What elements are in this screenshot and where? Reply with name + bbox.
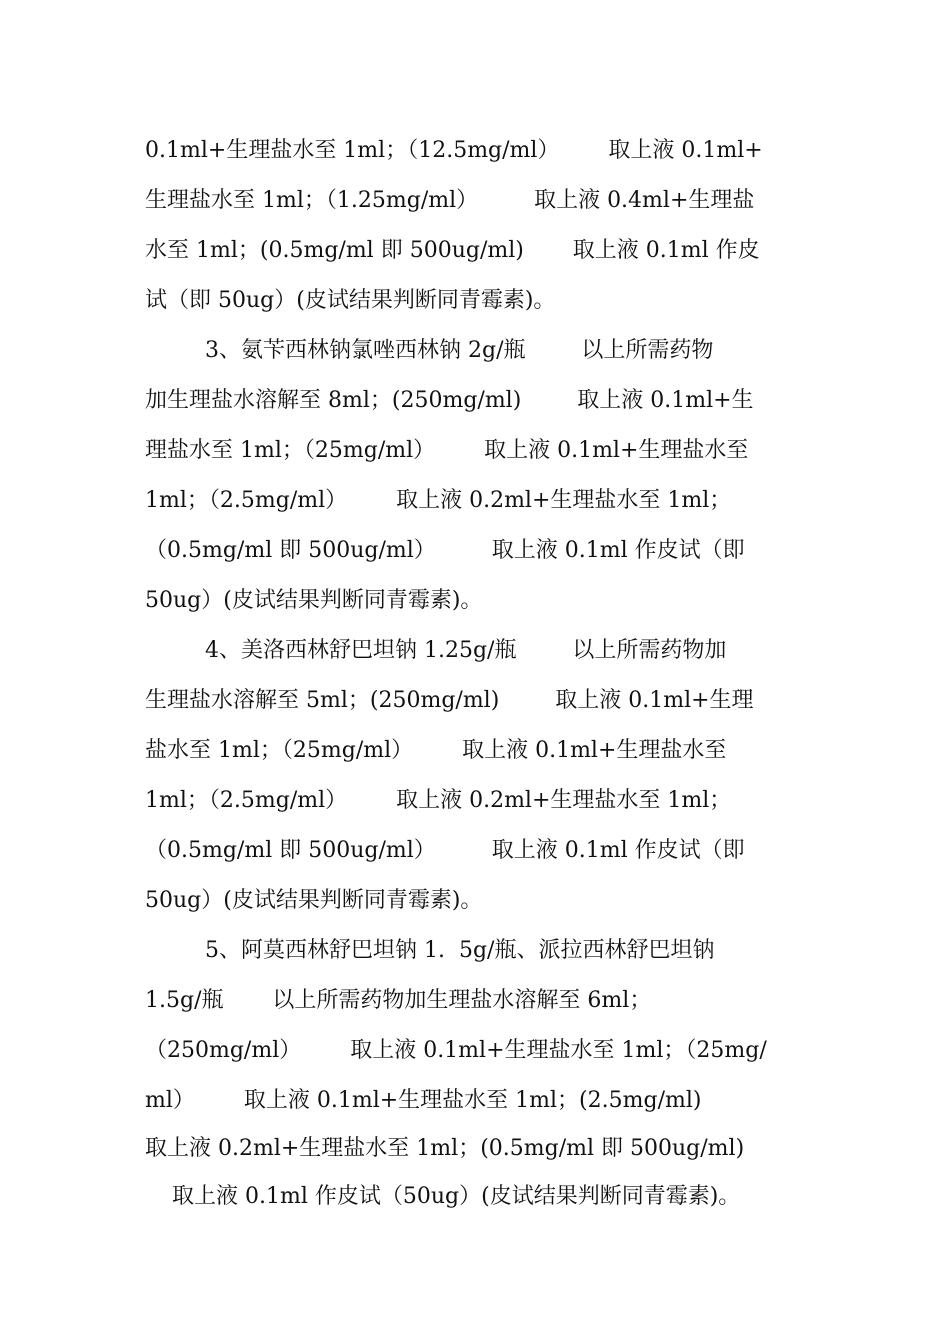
- text-line: ml） 取上液 0.1ml+生理盐水至 1ml；(2.5mg/ml): [145, 1088, 702, 1113]
- paragraph-heading-5: 5、阿莫西林舒巴坦钠 1. 5g/瓶、派拉西林舒巴坦钠: [205, 938, 715, 963]
- text-line: 1.5g/瓶 以上所需药物加生理盐水溶解至 6ml；: [145, 988, 652, 1013]
- text-line: （250mg/ml） 取上液 0.1ml+生理盐水至 1ml；（25mg/: [145, 1038, 767, 1063]
- text-line: 生理盐水溶解至 5ml；(250mg/ml) 取上液 0.1ml+生理: [145, 688, 754, 713]
- text-line: 50ug）(皮试结果判断同青霉素)。: [145, 888, 483, 913]
- text-line: 1ml；（2.5mg/ml） 取上液 0.2ml+生理盐水至 1ml；: [145, 488, 732, 513]
- text-line: 取上液 0.2ml+生理盐水至 1ml；(0.5mg/ml 即 500ug/ml): [145, 1136, 745, 1161]
- paragraph-heading-4: 4、美洛西林舒巴坦钠 1.25g/瓶 以上所需药物加: [205, 638, 727, 663]
- text-line: 加生理盐水溶解至 8ml；(250mg/ml) 取上液 0.1ml+生: [145, 388, 754, 413]
- text-line: 试（即 50ug）(皮试结果判断同青霉素)。: [145, 288, 556, 313]
- text-line: 取上液 0.1ml 作皮试（50ug）(皮试结果判断同青霉素)。: [172, 1184, 741, 1209]
- text-line: （0.5mg/ml 即 500ug/ml） 取上液 0.1ml 作皮试（即: [145, 838, 745, 863]
- text-line: 水至 1ml；(0.5mg/ml 即 500ug/ml) 取上液 0.1ml 作皮: [145, 238, 760, 263]
- text-line: 理盐水至 1ml；（25mg/ml） 取上液 0.1ml+生理盐水至: [145, 438, 749, 463]
- text-line: 1ml；（2.5mg/ml） 取上液 0.2ml+生理盐水至 1ml；: [145, 788, 732, 813]
- text-line: （0.5mg/ml 即 500ug/ml） 取上液 0.1ml 作皮试（即: [145, 538, 745, 563]
- text-line: 盐水至 1ml；（25mg/ml） 取上液 0.1ml+生理盐水至: [145, 738, 727, 763]
- paragraph-heading-3: 3、氨苄西林钠氯唑西林钠 2g/瓶 以上所需药物: [205, 338, 714, 363]
- text-line: 50ug）(皮试结果判断同青霉素)。: [145, 588, 483, 613]
- text-line: 0.1ml+生理盐水至 1ml；（12.5mg/ml） 取上液 0.1ml+: [145, 138, 763, 163]
- text-line: 生理盐水至 1ml；（1.25mg/ml） 取上液 0.4ml+生理盐: [145, 188, 755, 213]
